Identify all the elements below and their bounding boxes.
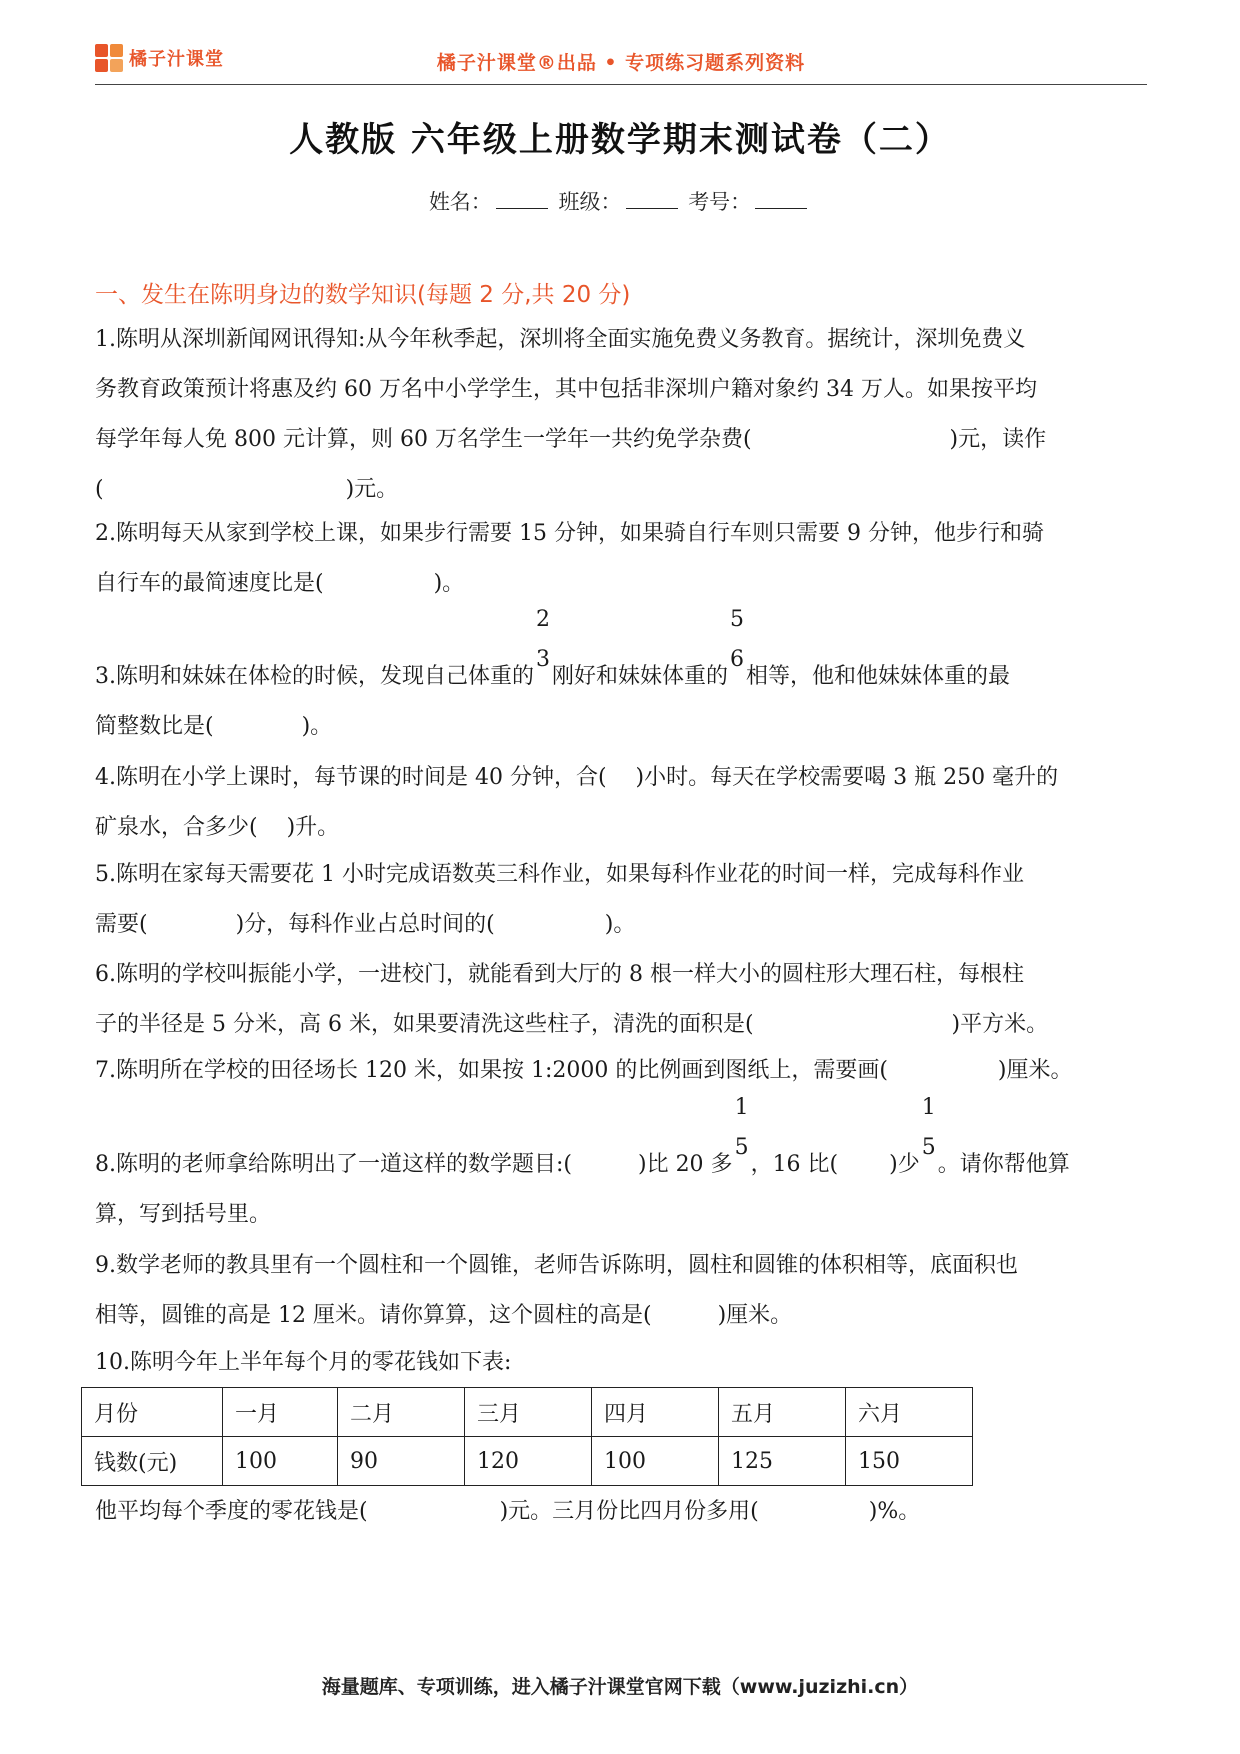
question-line: 10.陈明今年上半年每个月的零花钱如下表: [95,1350,512,1375]
page-footer: 海量题库、专项训练，进入橘子汁课堂官网下载（www.juzizhi.cn） [321,1676,919,1698]
page-header [95,40,1147,85]
question-line: 每学年每人免 800 元计算，则 60 万名学生一学年一共约免学杂费( )元，读作 [95,427,1047,452]
text: 相等，他和他妹妹体重的最 [746,664,1011,689]
question-line [95,607,1147,702]
table-cell: 100 [223,1437,338,1486]
question-3 [95,607,1147,752]
fraction [728,607,746,702]
question-line: 1.陈明从深圳新闻网讯得知:从今年秋季起，深圳将全面实施免费义务教育。据统计，深圳免费义 [95,327,1026,352]
question-8 [95,1095,1147,1240]
table-cell: 月份 [82,1388,223,1437]
question-line: 9.数学老师的教具里有一个圆柱和一个圆锥，老师告诉陈明，圆柱和圆锥的体积相等，底面积也 [95,1253,1018,1278]
question-line [95,1095,1147,1190]
numerator: 5 [730,607,745,632]
number-blank[interactable] [755,190,807,209]
question-line: 简整数比是( )。 [95,714,333,739]
table-row [82,1388,973,1437]
numerator: 2 [536,607,550,632]
table-cell: 150 [846,1437,973,1486]
question-line: 自行车的最简速度比是( )。 [95,571,465,596]
denominator: 5 [734,1135,749,1160]
pocket-money-table [81,1387,973,1486]
question-1 [95,315,1147,515]
denominator: 5 [921,1135,936,1160]
name-label: 姓名： [428,190,492,214]
table-cell: 四月 [592,1388,719,1437]
text: 3.陈明和妹妹在体检的时候，发现自己体重的 [95,664,534,689]
question-line: 5.陈明在家每天需要花 1 小时完成语数英三科作业，如果每科作业花的时间一样，完成每科作业 [95,862,1024,887]
question-2 [95,509,1147,609]
table-cell: 六月 [846,1388,973,1437]
table-cell: 二月 [338,1388,465,1437]
student-info [0,186,1240,216]
denominator: 3 [536,647,550,672]
table-cell: 120 [465,1437,592,1486]
numerator: 1 [734,1095,749,1120]
fraction [534,607,552,702]
section-heading: 一、发生在陈明身边的数学知识(每题 2 分,共 20 分) [95,282,631,308]
header-center-text: 橘子汁课堂®出品 • 专项练习题系列资料 [436,52,806,74]
question-line: 务教育政策预计将惠及约 60 万名中小学学生，其中包括非深圳户籍对象约 34 万人。如果按平均 [95,377,1037,402]
class-blank[interactable] [626,190,678,209]
question-10-followup [95,1487,1147,1537]
question-7 [95,1046,1147,1096]
table-cell: 钱数(元) [82,1437,223,1486]
question-10 [95,1338,1147,1388]
question-line: 7.陈明所在学校的田径场长 120 米，如果按 1:2000 的比例画到图纸上，需要画( )厘米。 [95,1058,1073,1083]
table-cell: 三月 [465,1388,592,1437]
table-row [82,1437,973,1486]
table-cell: 一月 [223,1388,338,1437]
logo-text: 橘子汁课堂 [129,49,224,70]
class-label: 班级： [558,190,622,214]
number-label: 考号： [688,190,752,214]
question-line: 需要( )分，每科作业占总时间的( )。 [95,912,636,937]
text: 。请你帮他算 [937,1152,1070,1177]
text: 刚好和妹妹体重的 [552,664,729,689]
question-line: 算，写到括号里。 [95,1202,272,1227]
question-line: 矿泉水，合多少( )升。 [95,815,340,840]
question-line: 4.陈明在小学上课时，每节课的时间是 40 分钟，合( )小时。每天在学校需要喝 3 瓶 250 毫升的 [95,765,1059,790]
denominator: 6 [730,647,745,672]
question-line: 2.陈明每天从家到学校上课，如果步行需要 15 分钟，如果骑自行车则只需要 9 分钟，他步行和骑 [95,521,1044,546]
question-line: 6.陈明的学校叫振能小学，一进校门，就能看到大厅的 8 根一样大小的圆柱形大理石柱，每根柱 [95,962,1024,987]
page-title: 人教版 六年级上册数学期末测试卷（二） [289,120,951,160]
fraction [920,1095,938,1190]
question-5 [95,850,1147,950]
question-line: 相等，圆锥的高是 12 厘米。请你算算，这个圆柱的高是( )厘米。 [95,1303,793,1328]
text: 8.陈明的老师拿给陈明出了一道这样的数学题目:( )比 20 多 [95,1152,733,1177]
table-cell: 90 [338,1437,465,1486]
text: ，16 比( )少 [750,1152,920,1177]
question-line: 子的半径是 5 分米，高 6 米，如果要清洗这些柱子，清洗的面积是( )平方米。 [95,1012,1049,1037]
question-9 [95,1241,1147,1341]
table-cell: 100 [592,1437,719,1486]
numerator: 1 [921,1095,936,1120]
question-4 [95,753,1147,853]
question-line: ( )元。 [95,477,399,502]
question-line: 他平均每个季度的零花钱是( )元。三月份比四月份多用( )%。 [95,1499,921,1524]
fraction [733,1095,751,1190]
name-blank[interactable] [496,190,548,209]
table-cell: 125 [719,1437,846,1486]
question-6 [95,950,1147,1050]
table-cell: 五月 [719,1388,846,1437]
